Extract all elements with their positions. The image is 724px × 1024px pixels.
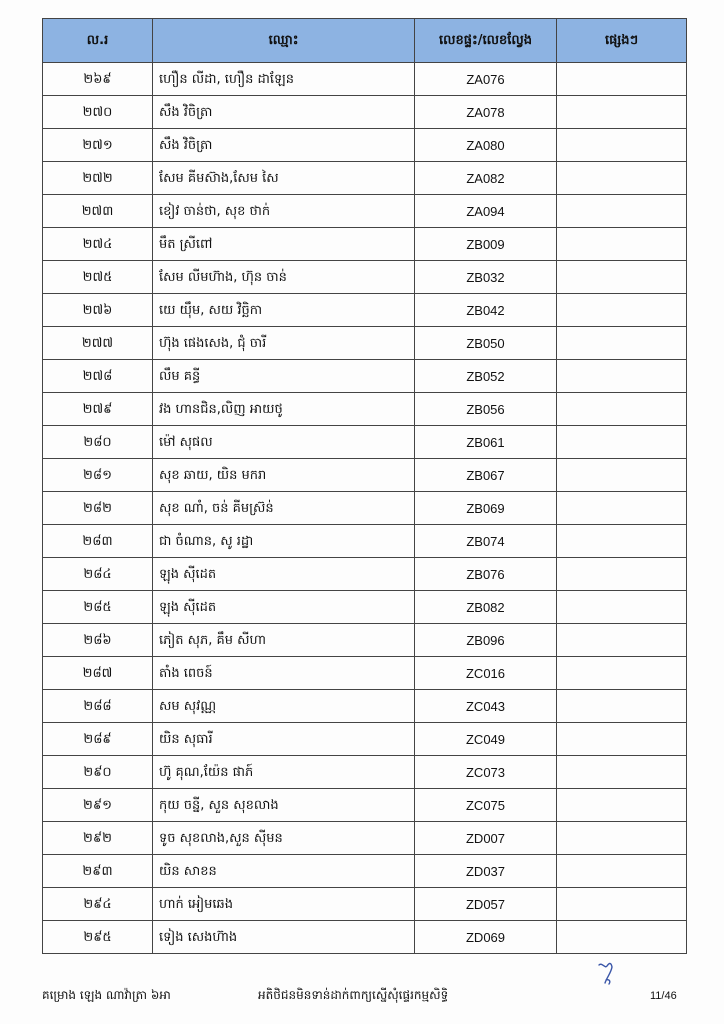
row-number: ២៨៣ [43,525,153,558]
unit-number: ZB042 [415,294,557,327]
table-row [43,723,687,756]
unit-number: ZA078 [415,96,557,129]
owners-table [42,18,687,954]
owner-name: យេ យ៉ឹម, សយ វិច្ឆិកា [153,294,415,327]
unit-number: ZA082 [415,162,557,195]
remarks [557,921,687,954]
remarks [557,723,687,756]
row-number: ២៩២ [43,822,153,855]
row-number: ២៨០ [43,426,153,459]
header-id: លេខផ្ទះ/លេខល្វែង [415,19,557,63]
unit-number: ZC073 [415,756,557,789]
owner-name: សុខ ឆាយ, យិន មករា [153,459,415,492]
owner-name: សុខ ណាំ, ចន់ គីមស្រ៊ន់ [153,492,415,525]
footer-title: អតិថិជនមិនទាន់ដាក់ពាក្យស្នើសុំផ្ទេរកម្មសិទ្ធិ [258,988,449,1002]
unit-number: ZA094 [415,195,557,228]
owner-name: ម៉ៅ សុផល [153,426,415,459]
row-number: ២៨២ [43,492,153,525]
remarks [557,459,687,492]
header-no: ល.រ [43,19,153,63]
unit-number: ZB032 [415,261,557,294]
row-number: ២៨៨ [43,690,153,723]
remarks [557,63,687,96]
unit-number: ZA076 [415,63,557,96]
unit-number: ZD007 [415,822,557,855]
unit-number: ZD057 [415,888,557,921]
header-row [43,19,687,63]
unit-number: ZB050 [415,327,557,360]
unit-number: ZC043 [415,690,557,723]
remarks [557,789,687,822]
header-other: ផ្សេងៗ [557,19,687,63]
table-row [43,459,687,492]
unit-number: ZB069 [415,492,557,525]
table-row [43,294,687,327]
remarks [557,294,687,327]
row-number: ២៧៥ [43,261,153,294]
owner-name: កុយ ចន្នី, សួន សុខលាង [153,789,415,822]
remarks [557,558,687,591]
table-row [43,624,687,657]
owner-name: ហ៊ុង ផេងសេង, ជុំ ចារី [153,327,415,360]
owner-name: ហ៊ូ គុណ,យ៉ែន ផាភ៍ [153,756,415,789]
remarks [557,657,687,690]
row-number: ២៨៤ [43,558,153,591]
table-row [43,195,687,228]
remarks [557,855,687,888]
table-header [43,19,687,63]
remarks [557,96,687,129]
row-number: ២៧៧ [43,327,153,360]
owner-name: សឹង វិចិត្រា [153,129,415,162]
unit-number: ZD069 [415,921,557,954]
row-number: ២៧០ [43,96,153,129]
table-row [43,789,687,822]
remarks [557,261,687,294]
table-row [43,492,687,525]
remarks [557,690,687,723]
owner-name: សឹង វិចិត្រា [153,96,415,129]
row-number: ២៩០ [43,756,153,789]
owner-name: លឹម គន្ធី [153,360,415,393]
table-row [43,96,687,129]
header-name: ឈ្មោះ [153,19,415,63]
table-row [43,63,687,96]
remarks [557,426,687,459]
table-row [43,393,687,426]
owner-name: សែម គីមស៊ាង,សែម សៃ [153,162,415,195]
unit-number: ZB076 [415,558,557,591]
row-number: ២៧៣ [43,195,153,228]
remarks [557,393,687,426]
table-row [43,855,687,888]
owner-name: ភៀត សុភ, គឹម សីហា [153,624,415,657]
owner-name: ទៀង សេងហ៊ាង [153,921,415,954]
table-row [43,921,687,954]
row-number: ២៧២ [43,162,153,195]
remarks [557,327,687,360]
remarks [557,360,687,393]
row-number: ២៧៨ [43,360,153,393]
remarks [557,228,687,261]
unit-number: ZB096 [415,624,557,657]
unit-number: ZB009 [415,228,557,261]
owner-name: ជា ចំណាន, សូ រដ្ឋា [153,525,415,558]
row-number: ២៨៦ [43,624,153,657]
remarks [557,525,687,558]
remarks [557,129,687,162]
row-number: ២៩៥ [43,921,153,954]
row-number: ២៩៤ [43,888,153,921]
row-number: ២៦៩ [43,63,153,96]
table-row [43,591,687,624]
table-row [43,756,687,789]
page-number: 11/46 [650,990,677,1002]
remarks [557,888,687,921]
owner-name: តាំង ពេចន៍ [153,657,415,690]
remarks [557,624,687,657]
table-row [43,558,687,591]
owner-name: វង ហានជិន,លិញ អាយថូ [153,393,415,426]
table-body [43,63,687,954]
remarks [557,822,687,855]
remarks [557,492,687,525]
row-number: ២៨១ [43,459,153,492]
owner-name: យិន សុធារី [153,723,415,756]
remarks [557,756,687,789]
remarks [557,195,687,228]
unit-number: ZB052 [415,360,557,393]
owner-name: ហឿន លីដា, ហឿន ដាឡែន [153,63,415,96]
owner-name: ហាក់ អៀមឆេង [153,888,415,921]
row-number: ២៩១ [43,789,153,822]
unit-number: ZC016 [415,657,557,690]
owner-name: សម សុវណ្ណ [153,690,415,723]
table-row [43,426,687,459]
owner-name: យិន សាខន [153,855,415,888]
unit-number: ZD037 [415,855,557,888]
table-row [43,327,687,360]
table-row [43,822,687,855]
owner-name: សែម លីមហ៊ាង, ហ៊ុន ចាន់ [153,261,415,294]
owner-name: ទូច សុខលាង,សួន ស៊ីមន [153,822,415,855]
table-row [43,261,687,294]
row-number: ២៧៩ [43,393,153,426]
handwritten-initial-icon [596,960,616,986]
unit-number: ZA080 [415,129,557,162]
owner-name: ឡុង ស៊ីដេត [153,558,415,591]
unit-number: ZB061 [415,426,557,459]
unit-number: ZC049 [415,723,557,756]
table-row [43,888,687,921]
table-row [43,657,687,690]
table-row [43,360,687,393]
unit-number: ZB067 [415,459,557,492]
unit-number: ZB082 [415,591,557,624]
owner-name: ឡុង ស៊ីដេត [153,591,415,624]
row-number: ២៧៤ [43,228,153,261]
row-number: ២៩៣ [43,855,153,888]
row-number: ២៧១ [43,129,153,162]
row-number: ២៧៦ [43,294,153,327]
unit-number: ZB074 [415,525,557,558]
table-row [43,162,687,195]
table-row [43,690,687,723]
row-number: ២៨៧ [43,657,153,690]
row-number: ២៨៥ [43,591,153,624]
row-number: ២៨៩ [43,723,153,756]
footer-project-name: គម្រោង ឡេង ណាវ៉ាត្រា ៦អា [42,988,171,1002]
owner-name: ខៀវ ចាន់ថា, សុខ ថាក់ [153,195,415,228]
unit-number: ZB056 [415,393,557,426]
table-row [43,525,687,558]
remarks [557,162,687,195]
remarks [557,591,687,624]
unit-number: ZC075 [415,789,557,822]
table-row [43,228,687,261]
owner-name: មឹត ស្រីពៅ [153,228,415,261]
table-row [43,129,687,162]
